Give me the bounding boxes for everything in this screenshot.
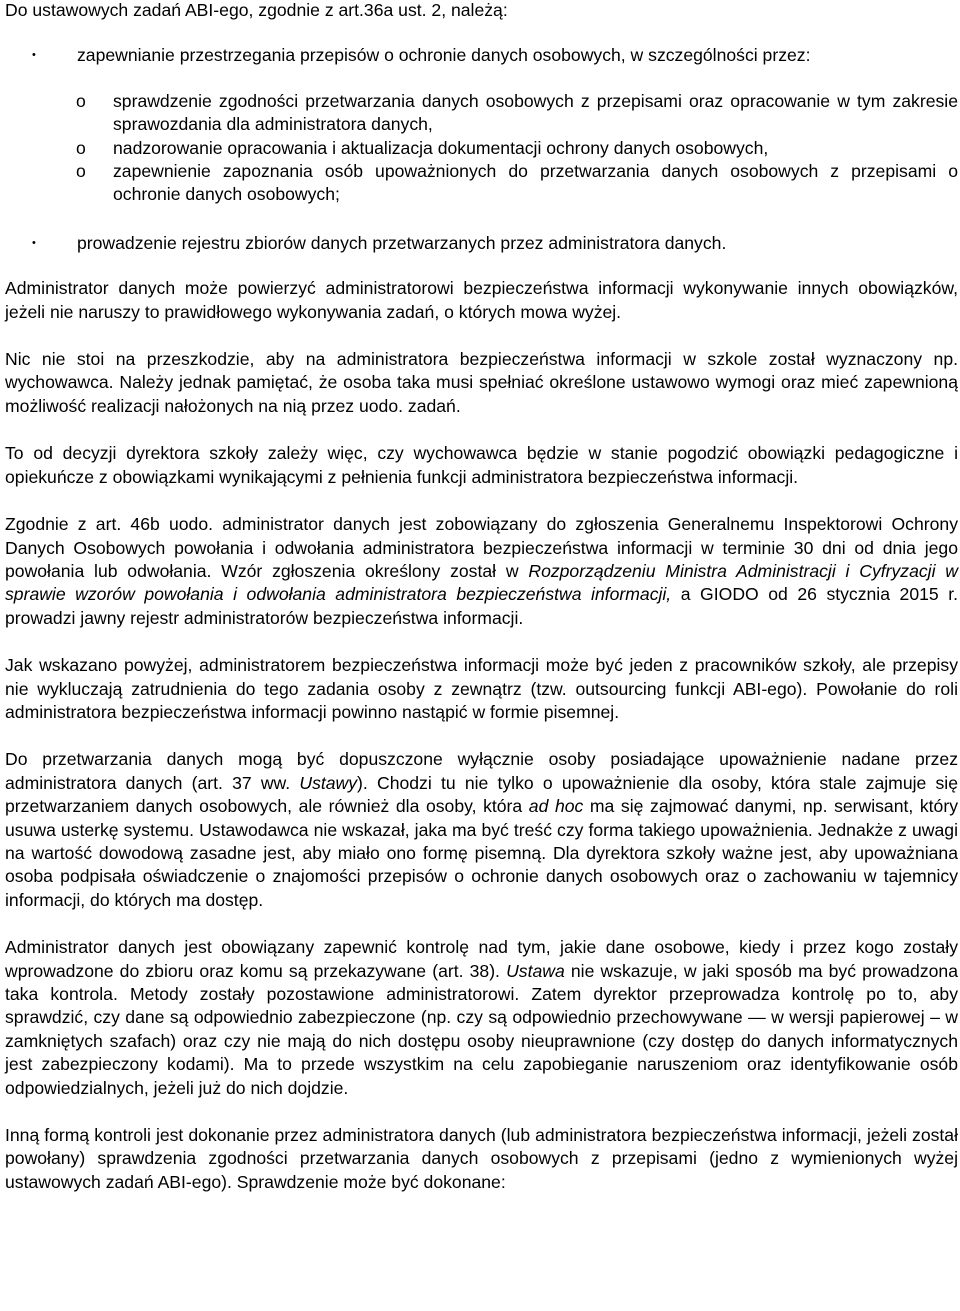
paragraph-segment: Zgodnie z art. 46b uodo. administrator danych jest zobowiązany do zgłoszenia Generalnemu Inspektorowi Ochrony Danych Osobowych powołania i odwołania administratora bezpieczeństwa informacji w terminie 30 dni od dnia jego powołania lub odwołania. Wzór zgłoszenia określony został w — [5, 514, 958, 581]
paragraph: Inną formą kontroli jest dokonanie przez administratora danych (lub administratora bezpieczeństwa informacji, jeżeli został powołany) sprawdzenia zgodności przetwarzania danych osobowych z przepisami (jedno z wymienionych wyżej ustawowych zadań ABI-ego). Sprawdzenie może być dokonane: — [5, 1125, 958, 1192]
sub-list-item-text: sprawdzenie zgodności przetwarzania danych osobowych z przepisami oraz opracowanie w tym zakresie sprawozdania dla administratora danych, — [113, 90, 958, 135]
emphasis-text: Ustawa — [506, 960, 565, 981]
paragraph — [5, 513, 958, 630]
paragraph-segment: Do przetwarzania danych mogą być dopuszczone wyłącznie osoby posiadające upoważnienie nadane przez administratora danych (art. 37 ww. — [5, 749, 958, 793]
sub-list-item — [5, 137, 958, 160]
sub-list-item — [5, 90, 958, 137]
paragraph: Administrator danych może powierzyć administratorowi bezpieczeństwa informacji wykonywanie innych obowiązków, jeżeli nie naruszy to prawidłowego wykonywania zadań, o których mowa wyżej. — [5, 278, 958, 322]
list-item — [5, 44, 958, 67]
paragraph: To od decyzji dyrektora szkoły zależy więc, czy wychowawca będzie w stanie pogodzić obowiązki pedagogiczne i opiekuńcze z obowiązkami wynikającymi z pełnienia funkcji administratora bezpieczeństwa informacji. — [5, 443, 958, 487]
bullet-icon: • — [32, 236, 36, 249]
list-item-text: zapewnianie przestrzegania przepisów o ochronie danych osobowych, w szczególności przez: — [77, 45, 811, 66]
sub-list-item-text: zapewnienie zapoznania osób upoważnionych do przetwarzania danych osobowych z przepisami o ochronie danych osobowych; — [113, 161, 958, 205]
paragraph-segment: a GIODO od 26 stycznia 2015 r. prowadzi jawny rejestr administratorów bezpieczeństwa informacji. — [5, 584, 958, 628]
emphasis-text: ad hoc — [528, 796, 584, 817]
emphasis-text: Ustawy — [299, 772, 358, 793]
circle-bullet-icon: o — [76, 90, 86, 111]
paragraph-segment: nie wskazuje, w jaki sposób ma być prowadzona taka kontrola. Metody zostały pozostawione administratorowi. Zatem dyrektor przeprowadza kontrolę po to, aby sprawdzić, czy dane są odpowiednio zabezpieczone (np. czy są odpowiednio przechowywane — w wersji papierowej – w zamkniętych szafach) oraz czy nie mają do nich dostępu osoby nieuprawnione (czy dostęp do danych informatycznych jest zabezpieczony kodami). Ma to przede wszystkim na celu zapobieganie naruszeniom oraz identyfikowanie osób odpowiedzialnych, jeżeli już do nich dojdzie. — [5, 960, 958, 1098]
document-page — [5, 0, 958, 1194]
paragraph: Jak wskazano powyżej, administratorem bezpieczeństwa informacji może być jeden z pracowników szkoły, ale przepisy nie wykluczają zatrudnienia do tego zadania osoby z zewnątrz (tzw. outsourcing funkcji ABI-ego). Powołanie do roli administratora bezpieczeństwa informacji powinno nastąpić w formie pisemnej. — [5, 655, 958, 722]
paragraph-segment: ma się zajmować danymi, np. serwisant, który usuwa usterkę systemu. Ustawodawca nie wskazał, jaka ma być treść czy forma takiego upoważnienia. Jednakże z uwagi na wartość dowodową zasadne jest, aby miało ono formę pisemną. Dla dyrektora szkoły ważne jest, aby upoważniana osoba podpisała oświadczenie o znajomości przepisów o ochronie danych osobowych oraz o zachowaniu w tajemnicy informacji, do których ma dostęp. — [5, 796, 958, 910]
paragraph — [5, 748, 958, 912]
sub-list-item — [5, 160, 958, 207]
paragraph-segment: Administrator danych jest obowiązany zapewnić kontrolę nad tym, jakie dane osobowe, kiedy i przez kogo zostały wprowadzone do zbioru oraz komu są przekazywane (art. 38). — [5, 937, 958, 981]
intro-text: Do ustawowych zadań ABI-ego, zgodnie z art.36a ust. 2, należą: — [5, 0, 508, 20]
circle-bullet-icon: o — [76, 137, 86, 158]
paragraph-segment: ). Chodzi tu nie tylko o upoważnienie dla osoby, która stale zajmuje się przetwarzaniem danych osobowych, ale również dla osoby, która — [5, 772, 958, 817]
sub-list — [5, 90, 958, 207]
bullet-icon: • — [32, 49, 36, 62]
duties-list — [5, 44, 958, 255]
paragraph — [5, 936, 958, 1100]
list-item-text: prowadzenie rejestru zbiorów danych przetwarzanych przez administratora danych. — [77, 232, 727, 253]
regulation-title: Rozporządzeniu Ministra Administracji i Cyfryzacji w sprawie wzorów powołania i odwołania administratora bezpieczeństwa informacji, — [5, 560, 958, 605]
paragraph: Nic nie stoi na przeszkodzie, aby na administratora bezpieczeństwa informacji w szkole został wyznaczony np. wychowawca. Należy jednak pamiętać, że osoba taka musi spełniać określone ustawowo wymogi oraz mieć zapewnioną możliwość realizacji nałożonych na nią przez uodo. zadań. — [5, 349, 958, 416]
circle-bullet-icon: o — [76, 161, 86, 182]
sub-list-item-text: nadzorowanie opracowania i aktualizacja dokumentacji ochrony danych osobowych, — [113, 137, 769, 158]
list-item — [5, 232, 958, 255]
